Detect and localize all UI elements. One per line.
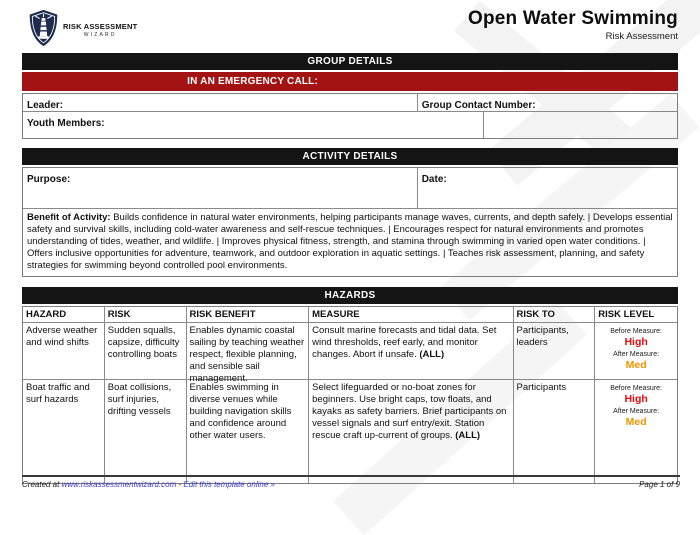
after-measure-value: Med: [625, 358, 647, 371]
logo-line1: RISK ASSESSMENT: [63, 22, 138, 32]
group-details-section: [22, 53, 678, 139]
risk-to-cell: Participants: [513, 380, 595, 483]
col-header-hazard: HAZARD: [26, 309, 67, 321]
youth-members-label: Youth Members:: [27, 118, 105, 129]
logo-line2: WIZARD: [83, 31, 117, 38]
page-subtitle: Risk Assessment: [605, 31, 678, 42]
site-link[interactable]: www.riskassessmentwizard.com: [61, 480, 177, 489]
risk-benefit-cell: Enables swimming in diverse venues while building navigation skills and confidence around other water users.: [186, 380, 309, 483]
col-header-risk-level: RISK LEVEL: [594, 307, 677, 322]
col-header-risk-benefit: RISK BENEFIT: [186, 307, 309, 322]
risk-to-cell: Participants, leaders: [513, 323, 595, 379]
activity-details-section: [22, 148, 678, 277]
hazards-column-header-row: [23, 307, 677, 322]
before-measure-label: Before Measure:: [610, 385, 662, 393]
benefit-of-activity: [23, 209, 677, 276]
after-measure-label: After Measure:: [613, 350, 660, 358]
risk-cell: Boat collisions, surf injuries, drifting vessels: [104, 380, 186, 483]
activity-details-table: [22, 167, 678, 277]
created-at-text: Created at: [22, 480, 62, 489]
risk-cell: Sudden squalls, capsize, difficulty controlling boats: [104, 323, 186, 379]
hazard-cell: Boat traffic and surf hazards: [26, 382, 90, 406]
group-details-header: GROUP DETAILS: [22, 53, 678, 70]
hazard-cell: Adverse weather and wind shifts: [26, 325, 98, 349]
risk-level-cell: [594, 380, 677, 483]
measure-text: Consult marine forecasts and tidal data. Set wind thresholds, reef early, and monitor changes. Abort if unsafe.: [312, 325, 497, 361]
hazard-row: [23, 379, 677, 483]
group-contact-label: Group Contact Number:: [421, 100, 536, 111]
hazards-table: [22, 306, 678, 484]
logo: [28, 9, 137, 52]
leader-field[interactable]: [23, 94, 417, 111]
shield-lighthouse-icon: [28, 9, 59, 52]
date-field[interactable]: [417, 168, 677, 208]
page-number: Page 1 of 9: [639, 480, 680, 489]
logo-text: [63, 23, 137, 38]
hazards-section: [22, 287, 678, 484]
footer-divider: [22, 475, 680, 477]
group-contact-field[interactable]: [417, 94, 677, 111]
hazard-row: [23, 322, 677, 385]
footer-credit: [22, 480, 275, 489]
measure-all-tag: (ALL): [419, 349, 445, 361]
activity-details-header: ACTIVITY DETAILS: [22, 148, 678, 165]
group-details-table: [22, 93, 678, 139]
purpose-field[interactable]: [23, 168, 417, 208]
measure-cell: [308, 323, 512, 379]
col-header-measure: MEASURE: [308, 307, 512, 322]
emergency-label: IN AN EMERGENCY CALL:: [187, 76, 319, 87]
benefit-text: Builds confidence in natural water environments, helping participants manage waves, currents, and depth safely. | Develops essential safety and survival skills, including cold-water awareness and self-rescue techniques. | Encourages respect for natural environments and promotes understanding of tides, weather, and wildlife. | Improves physical fitness, strength, and stamina through swimming in varied open water conditions. | Offers inclusive opportunities for adventure, teamwork, and outdoor exploration in aquatic settings. | Teaches risk assessment, planning, and safety strategies for swimming beyond controlled pool environments.: [27, 212, 673, 272]
before-measure-label: Before Measure:: [610, 328, 662, 336]
measure-all-tag: (ALL): [455, 430, 481, 442]
before-measure-value: High: [624, 336, 648, 349]
hazards-header: HAZARDS: [22, 287, 678, 304]
page-footer: [22, 475, 680, 489]
measure-cell: [308, 380, 512, 483]
purpose-label: Purpose:: [27, 174, 71, 185]
youth-members-extra-field[interactable]: [483, 112, 677, 138]
page-title: Open Water Swimming: [467, 8, 678, 29]
page: [22, 0, 678, 484]
risk-level-cell: [594, 323, 677, 379]
emergency-bar: [22, 72, 678, 91]
title-block: [468, 8, 678, 42]
col-header-risk: RISK: [104, 307, 186, 322]
col-header-risk-to: RISK TO: [513, 307, 595, 322]
benefit-label: Benefit of Activity:: [27, 212, 111, 223]
leader-label: Leader:: [27, 100, 64, 111]
after-measure-label: After Measure:: [613, 407, 660, 415]
document-header: [22, 0, 678, 53]
measure-text: Select lifeguarded or no-boat zones for beginners. Use bright caps, tow floats, and kayaks as safety barriers. Brief participants on vessel signals and surf entry/exit. Station rescue craft up-current of groups.: [312, 382, 507, 442]
date-label: Date:: [421, 174, 447, 185]
before-measure-value: High: [624, 393, 648, 406]
footer-separator: -: [176, 480, 184, 489]
risk-benefit-cell: Enables dynamic coastal sailing by teaching weather respect, flexible planning, and sensible sail management.: [186, 323, 309, 379]
after-measure-value: Med: [625, 415, 647, 428]
youth-members-field[interactable]: [23, 112, 483, 138]
edit-template-link[interactable]: Edit this template online »: [183, 480, 275, 489]
